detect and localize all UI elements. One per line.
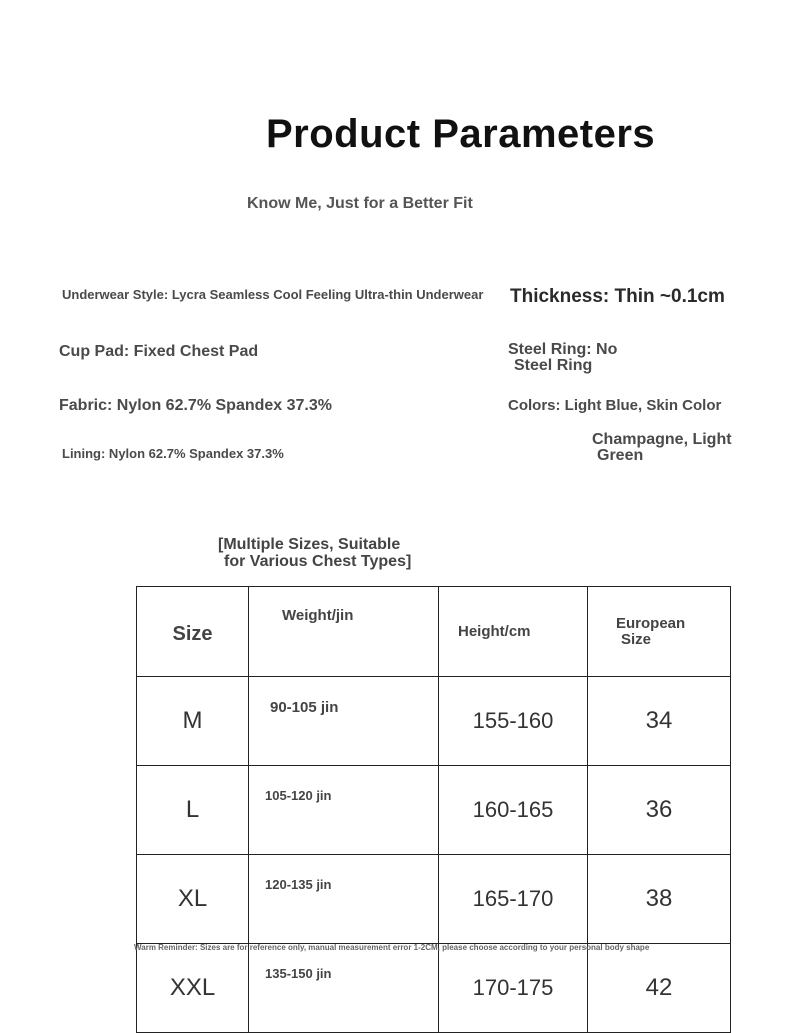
header-weight: Weight/jin [249,587,439,677]
sizes-heading-line-1: [Multiple Sizes, Suitable [218,536,401,553]
cell-european-size: 42 [588,944,731,1033]
header-european-line-1: European [616,614,686,632]
table-row [137,766,731,855]
param-fabric: Fabric: Nylon 62.7% Spandex 37.3% [59,397,332,414]
colors-line-3: Green [597,447,644,464]
cell-size: M [137,677,249,766]
cell-size: L [137,766,249,855]
cell-european-size: 34 [588,677,731,766]
table-row [137,944,731,1033]
sizes-heading-line-2: for Various Chest Types] [224,553,412,570]
cell-weight: 105-120 jin [249,766,439,855]
param-colors-continued [592,432,732,464]
param-lining: Lining: Nylon 62.7% Spandex 37.3% [62,446,284,461]
param-steel-ring [508,342,617,374]
cell-height: 155-160 [439,677,588,766]
page-subtitle: Know Me, Just for a Better Fit [247,195,473,212]
table-header-row [137,587,731,677]
param-cup-pad: Cup Pad: Fixed Chest Pad [59,343,259,360]
colors-line-2: Champagne, Light [592,431,732,448]
cell-size: XL [137,855,249,944]
header-height: Height/cm [439,587,588,677]
param-thickness: Thickness: Thin ~0.1cm [510,286,725,307]
cell-weight: 135-150 jin [249,944,439,1033]
table-row [137,677,731,766]
cell-european-size: 36 [588,766,731,855]
size-chart-table [136,586,731,1033]
warm-reminder-note: Warm Reminder: Sizes are for reference only, manual measurement error 1-2CM, please choose according to your personal body shape [134,943,650,952]
page-title: Product Parameters [266,112,656,156]
steel-ring-line-2: Steel Ring [514,357,593,374]
cell-height: 170-175 [439,944,588,1033]
cell-european-size: 38 [588,855,731,944]
header-size: Size [137,587,249,677]
header-european-line-2: Size [621,630,652,648]
cell-height: 165-170 [439,855,588,944]
param-colors: Colors: Light Blue, Skin Color [508,397,722,414]
cell-size: XXL [137,944,249,1033]
cell-weight: 90-105 jin [249,677,439,766]
param-underwear-style: Underwear Style: Lycra Seamless Cool Feeling Ultra-thin Underwear [62,287,484,302]
sizes-heading [218,536,411,570]
steel-ring-line-1: Steel Ring: No [508,341,618,358]
cell-weight: 120-135 jin [249,855,439,944]
table-row [137,855,731,944]
header-european-size [588,587,731,677]
cell-height: 160-165 [439,766,588,855]
